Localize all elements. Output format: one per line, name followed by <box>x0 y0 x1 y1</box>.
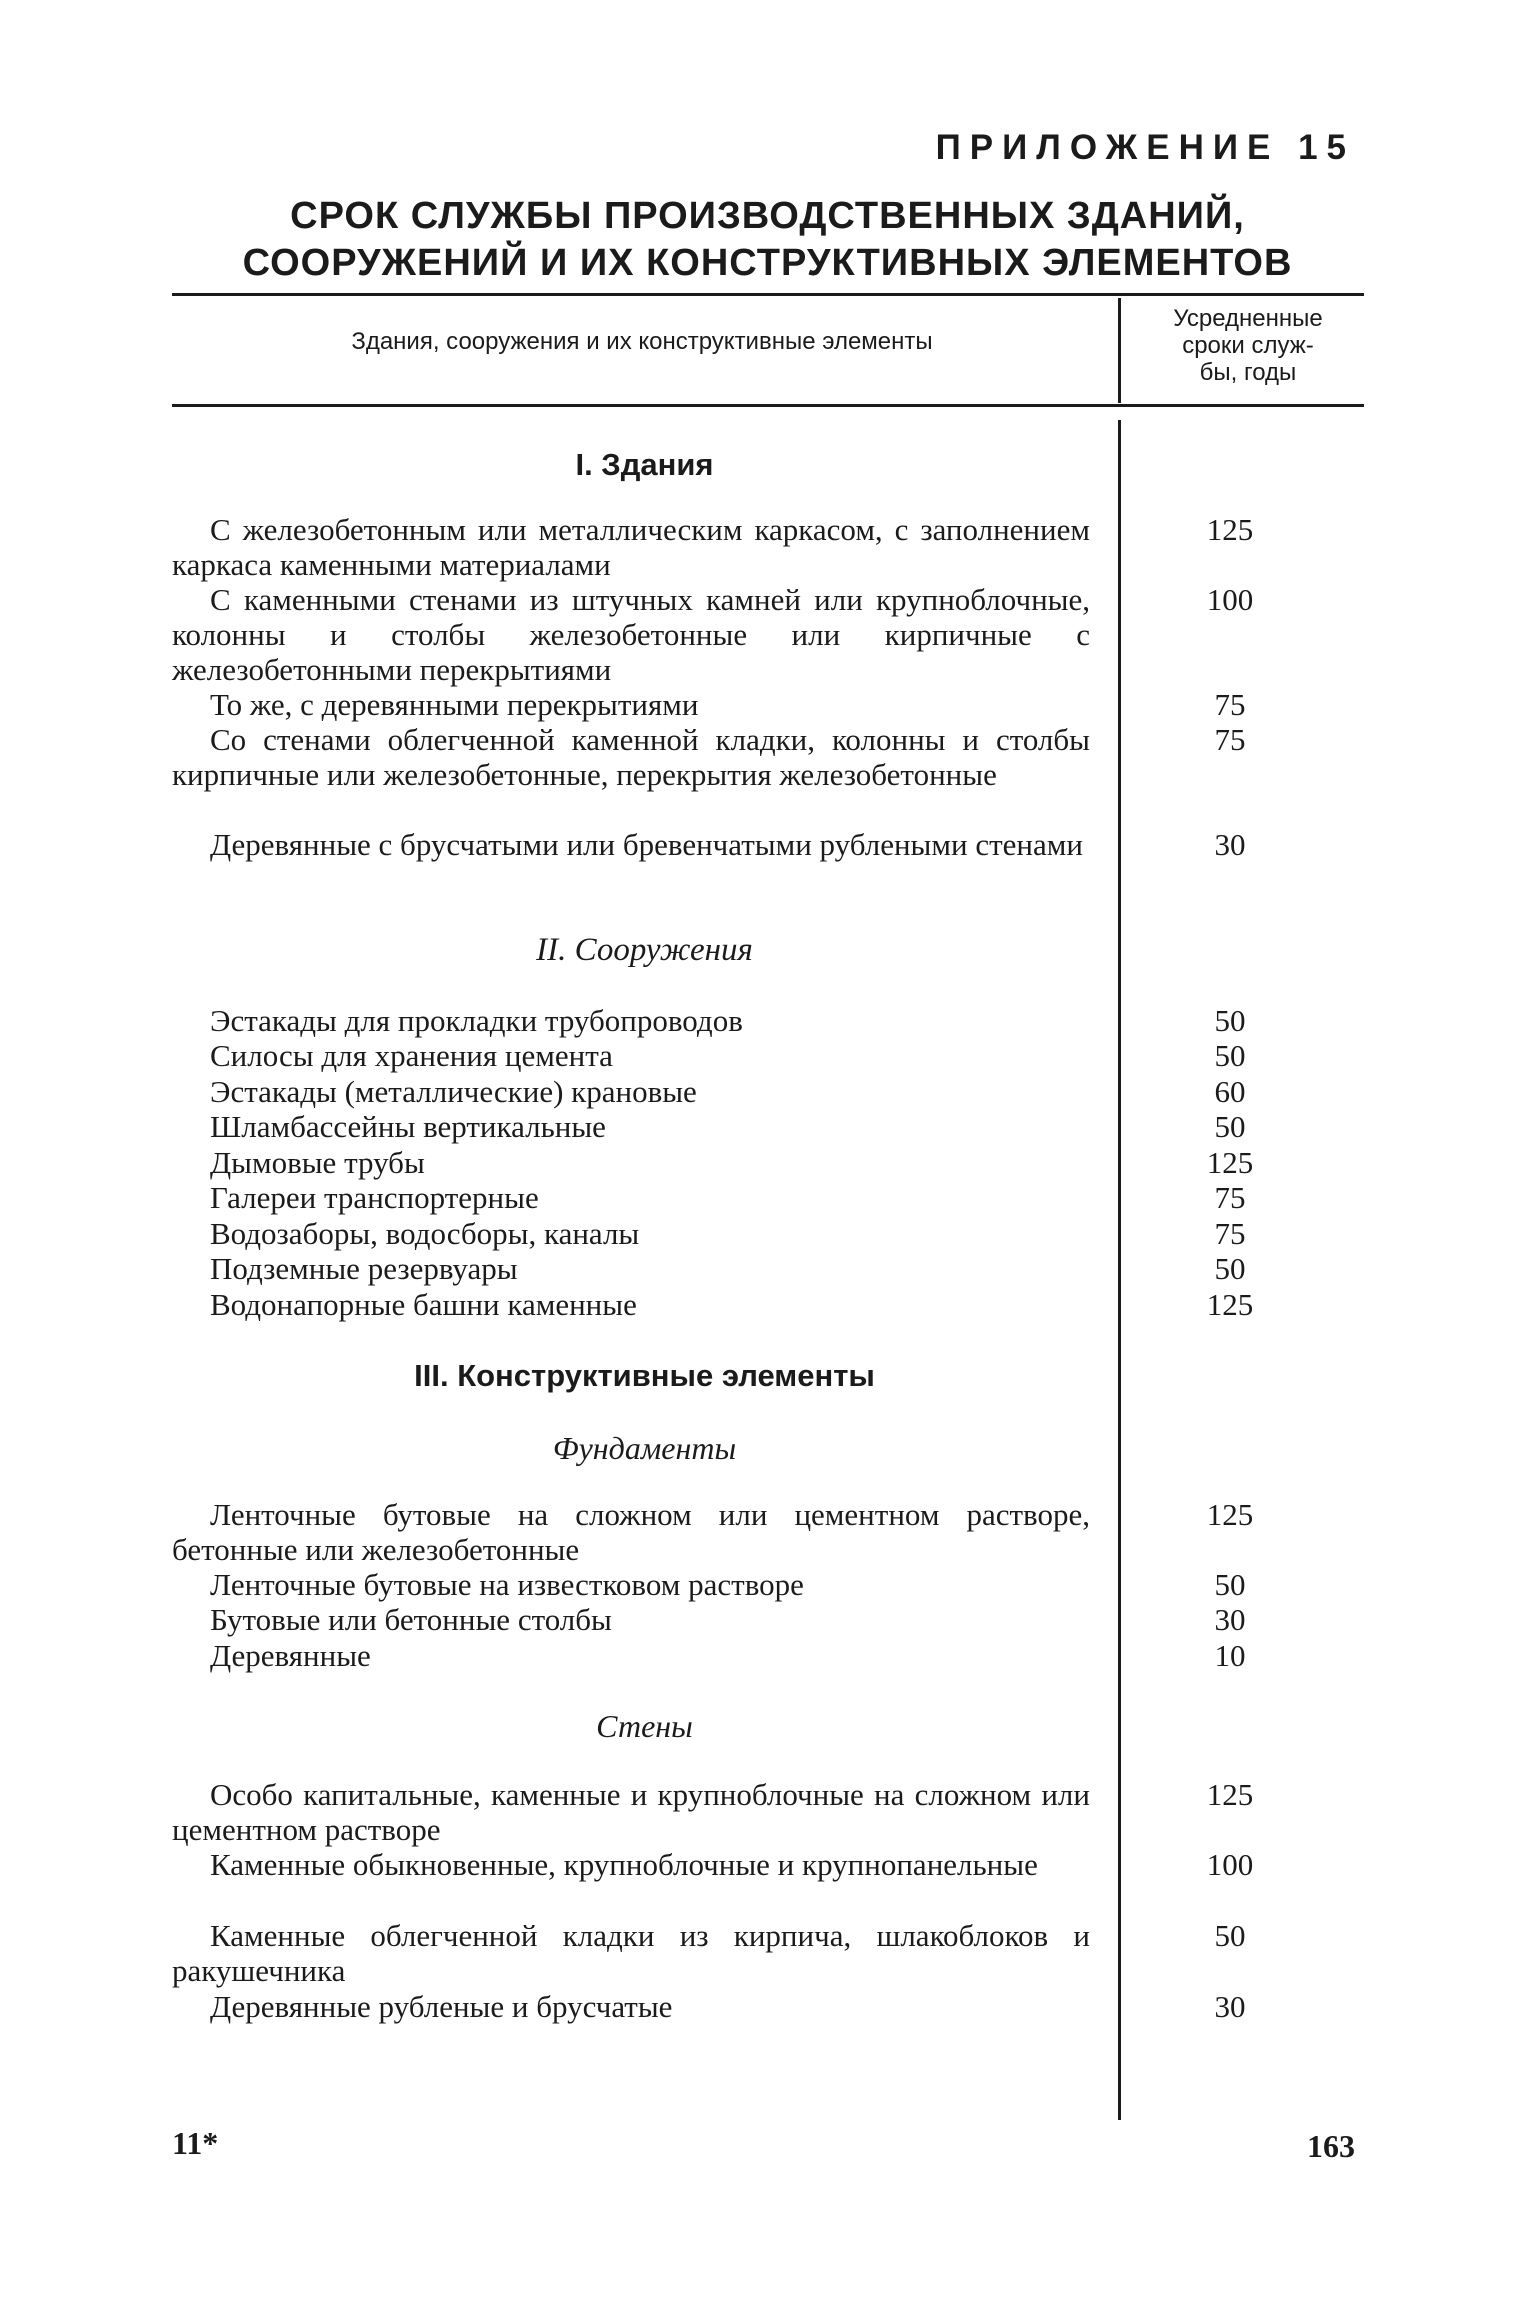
table-row-value: 10 <box>1214 1638 1246 1673</box>
page-number: 163 <box>1307 2128 1355 2164</box>
table-row-text: Деревянные рубленые и брусчатые <box>210 1989 673 2024</box>
table-row-text: Дымовые трубы <box>210 1145 425 1180</box>
table-row-text: Каменные облегченной кладки из кирпича, шлакоблоков и ракушечника <box>172 1918 1090 1988</box>
table-row-value: 50 <box>1214 1038 1246 1073</box>
section-heading-elements: III. Конструктивные элементы <box>414 1358 875 1393</box>
table-row-value: 75 <box>1214 1180 1246 1215</box>
table-row-value: 50 <box>1214 1109 1246 1144</box>
table-row-value: 100 <box>1206 582 1254 617</box>
signature-mark: 11* <box>172 2125 219 2161</box>
table-row-value: 60 <box>1214 1074 1246 1109</box>
table-row-value: 50 <box>1214 1003 1246 1038</box>
table-row-value: 125 <box>1206 1287 1254 1322</box>
table-row-text: С каменными стенами из штучных камней или крупноблочные, колонны и столбы железобетонные или кирпичные с железобетонными перекрытиями <box>172 582 1090 687</box>
subsection-heading-foundations: Фундаменты <box>552 1430 737 1466</box>
table-row-value: 30 <box>1214 827 1246 862</box>
table-top-rule <box>172 293 1364 296</box>
table-row-value: 50 <box>1214 1251 1246 1286</box>
table-row-text: Эстакады (металлические) крановые <box>210 1074 697 1109</box>
table-row-text: Водонапорные башни каменные <box>210 1287 637 1322</box>
table-row-value: 125 <box>1206 512 1254 547</box>
column-header-years-line: Усредненные <box>1173 305 1323 332</box>
table-row-value: 75 <box>1214 722 1246 757</box>
table-row-text: Галереи транспортерные <box>210 1180 539 1215</box>
body-column-divider <box>1118 420 1121 2120</box>
table-row-text: С железобетонным или металлическим каркасом, с заполнением каркаса каменными материалами <box>172 512 1090 582</box>
table-row-value: 30 <box>1214 1989 1246 2024</box>
table-row-text: Водозаборы, водосборы, каналы <box>210 1216 640 1251</box>
table-row-text: Ленточные бутовые на известковом растворе <box>210 1567 804 1602</box>
column-header-elements: Здания, сооружения и их конструктивные элементы <box>351 328 933 355</box>
table-row-text: Силосы для хранения цемента <box>210 1038 613 1073</box>
column-header-years <box>1132 305 1364 386</box>
table-row-text: Особо капитальные, каменные и крупноблочные на сложном или цементном растворе <box>172 1777 1090 1847</box>
subsection-heading-walls: Стены <box>596 1708 693 1744</box>
column-header-years-line: бы, годы <box>1199 359 1297 386</box>
table-row-value: 75 <box>1214 1216 1246 1251</box>
header-column-divider <box>1118 298 1121 403</box>
table-row-value: 100 <box>1206 1847 1254 1882</box>
table-row-value: 125 <box>1206 1497 1254 1532</box>
table-row-value: 50 <box>1214 1567 1246 1602</box>
table-row-value: 125 <box>1206 1777 1254 1812</box>
header-bottom-rule <box>172 404 1364 407</box>
table-row-text: Со стенами облегченной каменной кладки, колонны и столбы кирпичные или железобетонные, перекрытия железобетонные <box>172 722 1090 792</box>
table-row-text: Шламбассейны вертикальные <box>210 1109 606 1144</box>
table-row-text: Деревянные <box>210 1638 371 1673</box>
table-row-text: Бутовые или бетонные столбы <box>210 1602 612 1637</box>
appendix-label: ПРИЛОЖЕНИЕ 15 <box>935 128 1355 167</box>
table-row-text: Ленточные бутовые на сложном или цементном растворе, бетонные или железобетонные <box>172 1497 1090 1567</box>
table-row-value: 30 <box>1214 1602 1246 1637</box>
column-header-years-line: сроки служ- <box>1182 332 1314 359</box>
table-row-value: 50 <box>1214 1918 1246 1953</box>
table-row-text: Эстакады для прокладки трубопроводов <box>210 1003 743 1038</box>
table-row-value: 75 <box>1214 687 1246 722</box>
table-row-text: Каменные обыкновенные, крупноблочные и крупнопанельные <box>210 1847 1038 1882</box>
page-title-line-1: СРОК СЛУЖБЫ ПРОИЗВОДСТВЕННЫХ ЗДАНИЙ, <box>290 195 1245 237</box>
table-row-text: То же, с деревянными перекрытиями <box>210 687 699 722</box>
table-row-value: 125 <box>1206 1145 1254 1180</box>
table-row-text: Деревянные с брусчатыми или бревенчатыми рублеными стенами <box>210 827 1083 862</box>
section-heading-buildings: I. Здания <box>575 447 714 482</box>
table-row-text: Подземные резервуары <box>210 1251 518 1286</box>
section-heading-structures: II. Сооружения <box>536 932 753 968</box>
page-title-line-2: СООРУЖЕНИЙ И ИХ КОНСТРУКТИВНЫХ ЭЛЕМЕНТОВ <box>242 242 1293 284</box>
